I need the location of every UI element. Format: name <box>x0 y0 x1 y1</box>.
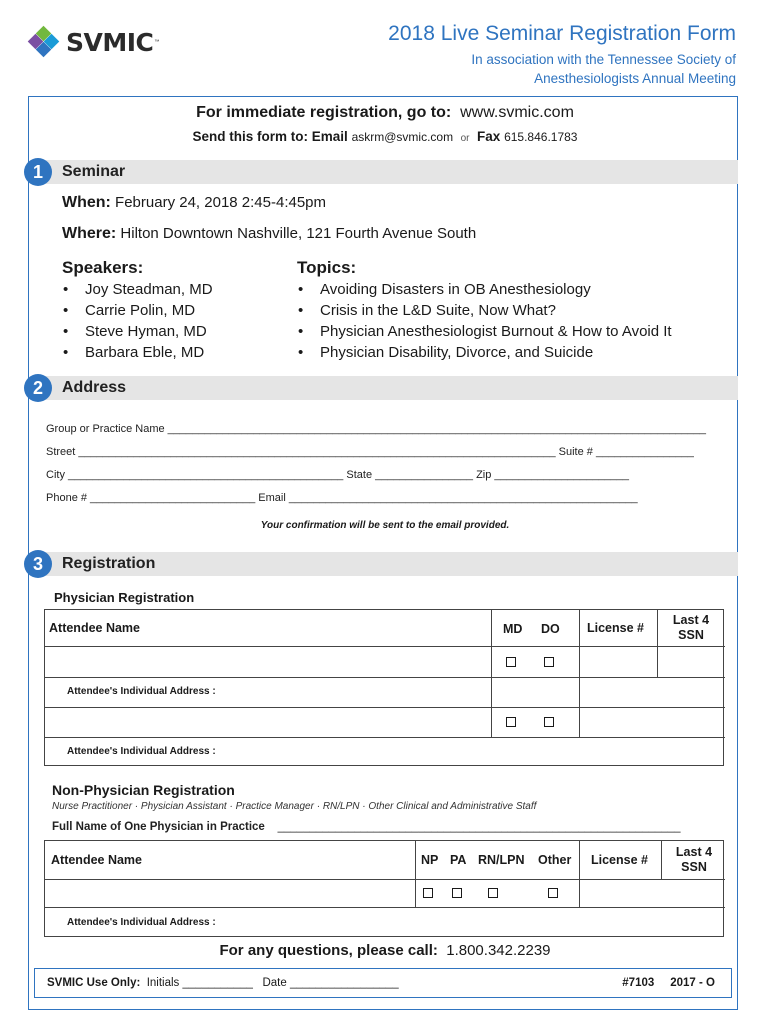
np-header: NP <box>421 853 439 867</box>
md-header: MD <box>503 622 523 636</box>
physician-registration-heading: Physician Registration <box>54 590 195 605</box>
list-item: • Joy Steadman, MD <box>62 279 213 300</box>
nonphysician-registration-heading: Non-Physician Registration <box>52 782 235 798</box>
pa-checkbox[interactable] <box>452 888 462 898</box>
other-header: Other <box>538 853 572 867</box>
section-1-number: 1 <box>24 158 52 186</box>
svmic-use-only-box <box>34 968 732 998</box>
md-checkbox[interactable] <box>506 657 516 667</box>
speakers-heading: Speakers: <box>62 258 144 277</box>
topics-heading: Topics: <box>297 258 357 277</box>
logo-diamond-icon <box>28 26 60 58</box>
nonphysician-table <box>44 840 724 937</box>
md-checkbox[interactable] <box>506 717 516 727</box>
svmic-logo: SVMIC ™ <box>28 26 159 58</box>
contact-fax: 615.846.1783 <box>504 130 578 144</box>
do-checkbox[interactable] <box>544 717 554 727</box>
list-item: • Carrie Polin, MD <box>62 300 213 321</box>
form-title: 2018 Live Seminar Registration Form <box>388 22 736 45</box>
section-2-title: Address <box>62 379 127 396</box>
attendee-address-label: Attendee's Individual Address : <box>67 686 216 697</box>
registration-url[interactable]: www.svmic.com <box>460 104 574 121</box>
section-2-number: 2 <box>24 374 52 402</box>
list-item: • Barbara Eble, MD <box>62 342 213 363</box>
section-3-title: Registration <box>62 555 156 572</box>
do-checkbox[interactable] <box>544 657 554 667</box>
topics-list <box>297 279 672 363</box>
list-item: • Physician Disability, Divorce, and Suicide <box>297 342 672 363</box>
license-header: License # <box>587 621 644 635</box>
seminar-where: Where: Hilton Downtown Nashville, 121 Fourth Avenue South <box>62 225 477 242</box>
form-subtitle: In association with the Tennessee Society of Anesthesiologists Annual Meeting <box>471 52 736 86</box>
attendee-address-label: Attendee's Individual Address : <box>67 917 216 928</box>
attendee-name-header: Attendee Name <box>49 621 140 635</box>
license-header: License # <box>591 853 648 867</box>
ssn-header: Last 4 SSN <box>675 845 713 874</box>
physician-table <box>44 609 724 766</box>
ssn-header: Last 4 SSN <box>672 613 710 642</box>
group-name-field[interactable]: Group or Practice Name ________________________________________________________________________________________ <box>46 423 707 435</box>
attendee-name-header: Attendee Name <box>51 853 142 867</box>
nonphysician-note: Nurse Practitioner · Physician Assistant · Practice Manager · RN/LPN · Other Clinical and Administrative Staff <box>52 801 537 812</box>
section-1-bar <box>46 160 738 184</box>
list-item: • Crisis in the L&D Suite, Now What? <box>297 300 672 321</box>
attendee-address-label: Attendee's Individual Address : <box>67 746 216 757</box>
physician-full-name-field[interactable]: Full Name of One Physician in Practice _______________________________________________________________ <box>52 821 681 833</box>
section-1-title: Seminar <box>62 163 126 180</box>
list-item: • Physician Anesthesiologist Burnout & How to Avoid It <box>297 321 672 342</box>
questions-line: For any questions, please call: 1.800.342.2239 <box>219 942 551 959</box>
city-state-zip-field[interactable]: City _____________________________________________ State ________________ Zip ______________________ <box>46 469 629 481</box>
pa-header: PA <box>450 853 467 867</box>
questions-phone: 1.800.342.2239 <box>446 942 551 959</box>
confirmation-note: Your confirmation will be sent to the email provided. <box>260 520 510 531</box>
phone-email-field[interactable]: Phone # ___________________________ Email _________________________________________________________ <box>46 492 638 504</box>
np-checkbox[interactable] <box>423 888 433 898</box>
logo-text: SVMIC <box>66 27 154 57</box>
rn-lpn-checkbox[interactable] <box>488 888 498 898</box>
speakers-list <box>62 279 213 363</box>
form-code: #7103 2017 - O <box>622 977 715 989</box>
use-only-fields: SVMIC Use Only: Initials ___________ Date _________________ <box>47 977 399 989</box>
do-header: DO <box>541 622 560 636</box>
section-3-number: 3 <box>24 550 52 578</box>
other-checkbox[interactable] <box>548 888 558 898</box>
section-2-bar <box>46 376 738 400</box>
list-item: • Avoiding Disasters in OB Anesthesiology <box>297 279 672 300</box>
seminar-when: When: February 24, 2018 2:45-4:45pm <box>62 194 327 211</box>
list-item: • Steve Hyman, MD <box>62 321 213 342</box>
registration-url-line: For immediate registration, go to: www.svmic.com <box>196 104 574 121</box>
send-form-line: Send this form to: Email askrm@svmic.com or Fax 615.846.1783 <box>192 129 578 144</box>
street-field[interactable]: Street ______________________________________________________________________________ Suite # ________________ <box>46 446 694 458</box>
rn-lpn-header: RN/LPN <box>478 853 525 867</box>
contact-email[interactable]: askrm@svmic.com <box>351 130 454 144</box>
